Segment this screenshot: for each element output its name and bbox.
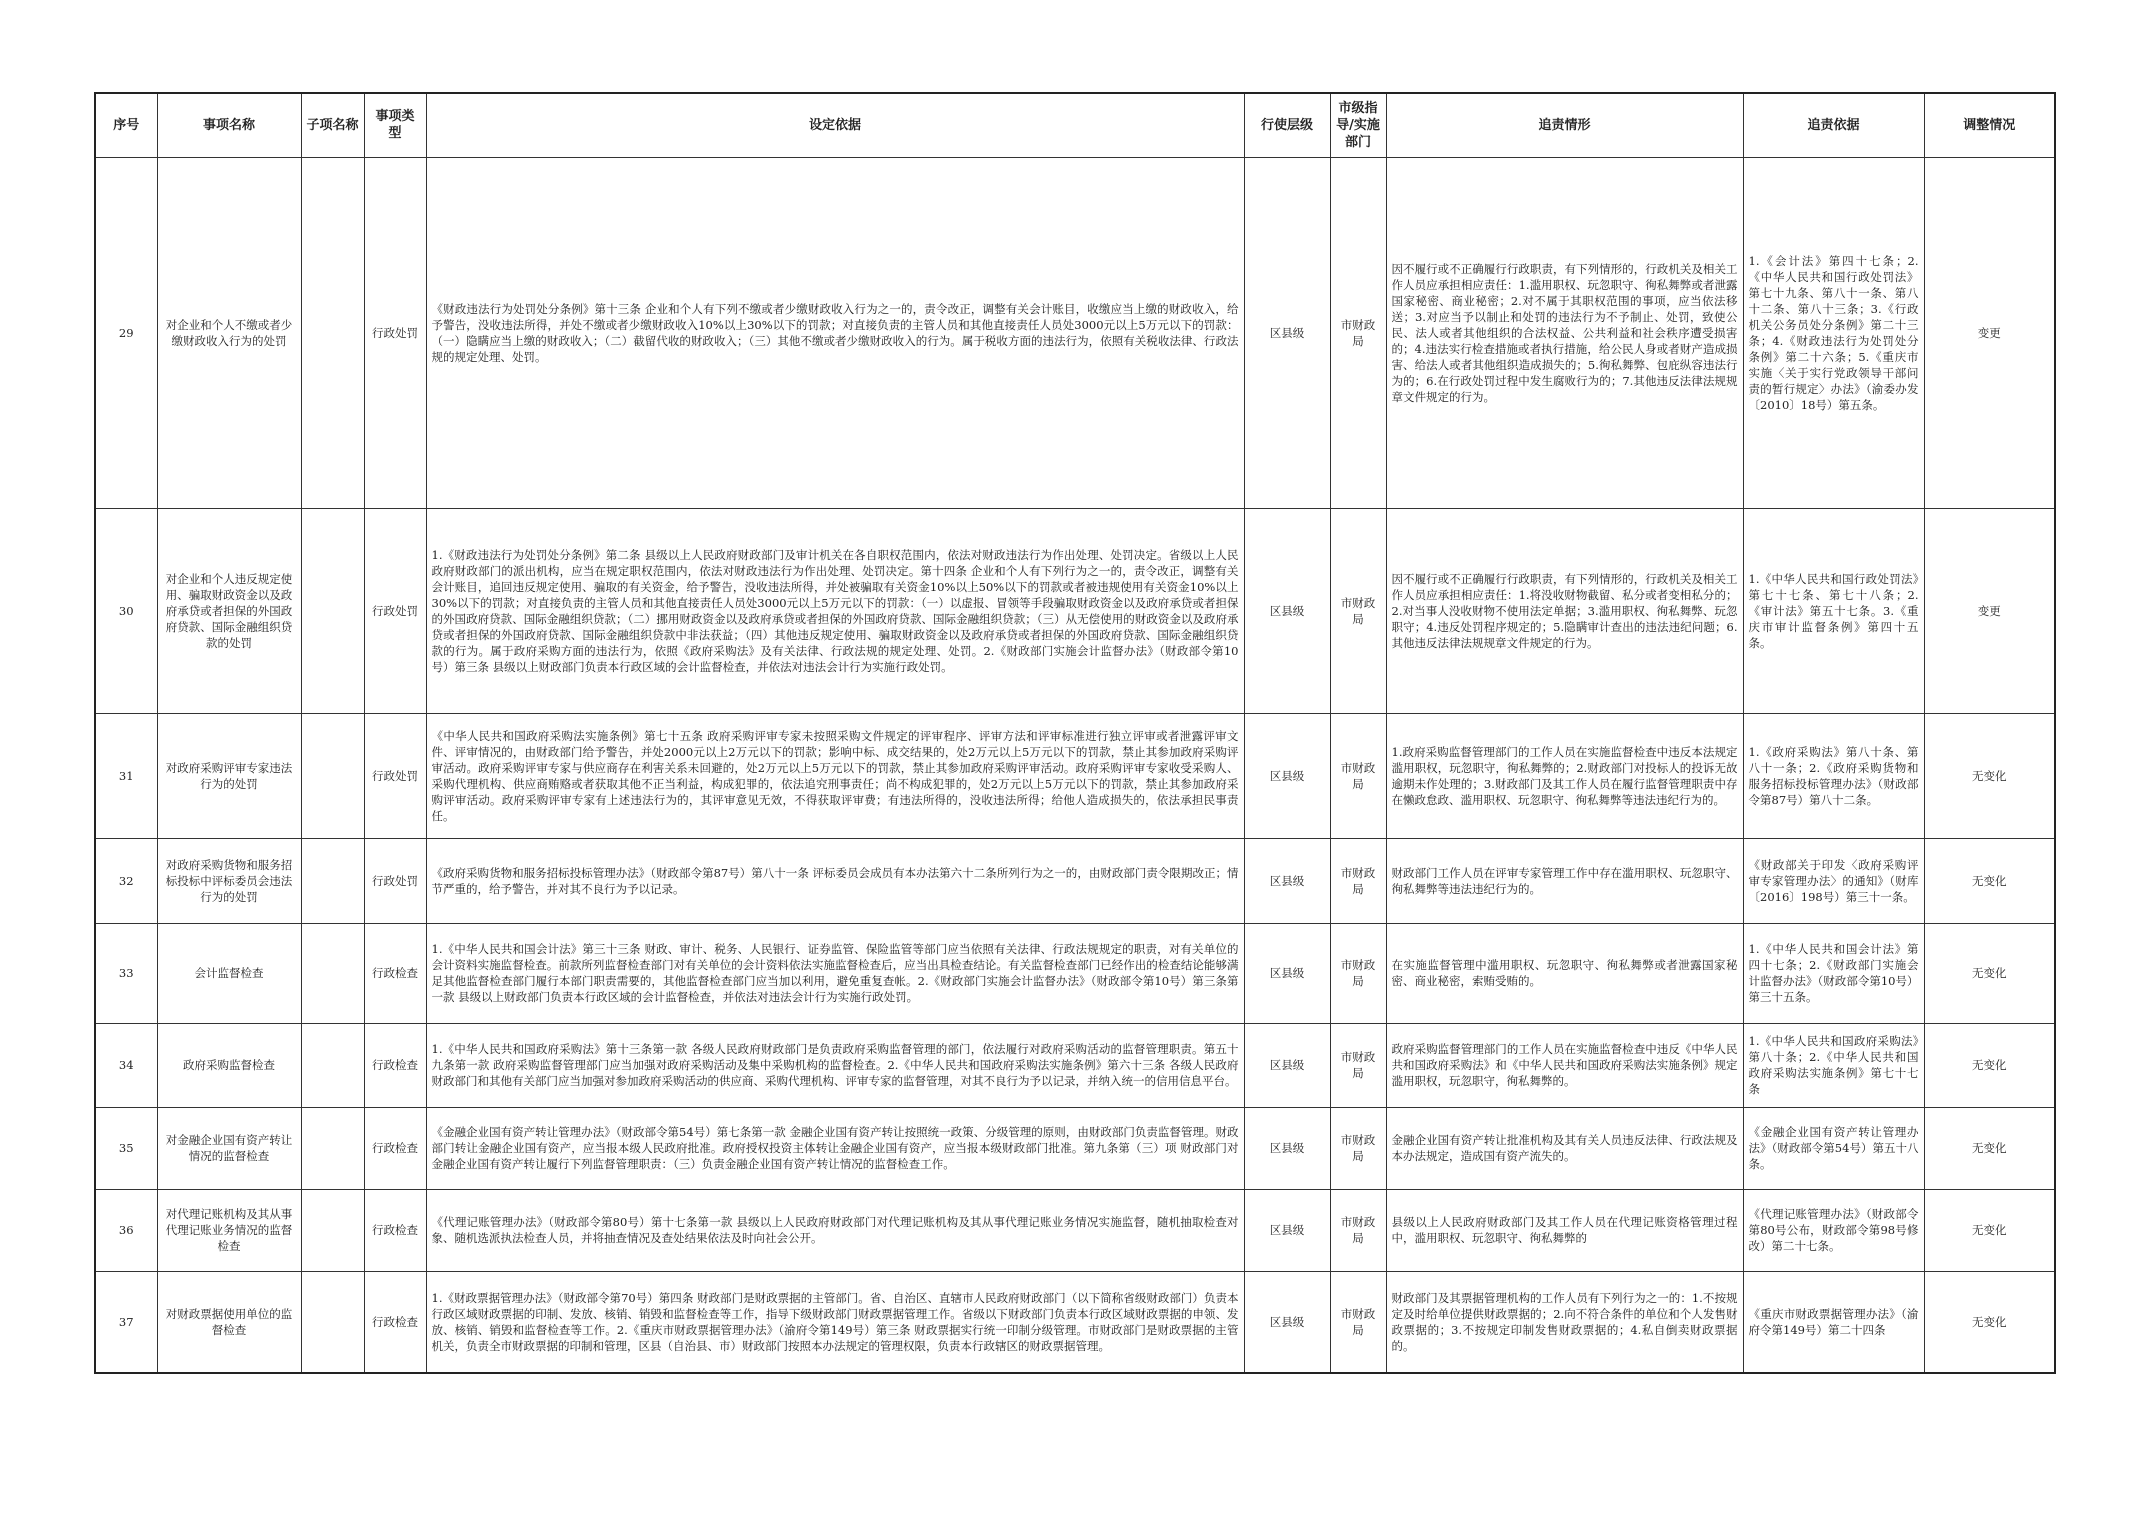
cell-name: 对政府采购货物和服务招标投标中评标委员会违法行为的处罚 bbox=[157, 838, 301, 923]
cell-no: 29 bbox=[95, 157, 157, 508]
header-cell: 市级指导/实施部门 bbox=[1330, 93, 1386, 157]
cell-accountability: 1.《中华人民共和国政府采购法》第八十条；2.《中华人民共和国政府采购法实施条例》第七十七条 bbox=[1743, 1023, 1924, 1107]
cell-basis: 《政府采购货物和服务招标投标管理办法》（财政部令第87号）第八十一条 评标委员会成员有本办法第六十二条所列行为之一的，由财政部门责令限期改正；情节严重的，给予警告，并对其不良行为予以记录。 bbox=[426, 838, 1244, 923]
cell-basis: 1.《财政票据管理办法》（财政部令第70号）第四条 财政部门是财政票据的主管部门。省、自治区、直辖市人民政府财政部门（以下简称省级财政部门）负责本行政区域财政票据的印制、发放、核销、销毁和监督检查等工作，指导下级财政部门财政票据管理工作。省级以下财政部门负责本行政区域财政票据的申领、发放、核销、销毁和监督检查等工作。2.《重庆市财政票据管理办法》（渝府令第149号）第三条 财政票据实行统一印制分级管理。市财政部门是财政票据的主管机关，负责全市财政票据的印制和管理，区县（自治县、市）财政部门按照本办法规定的管理权限，负责本行政辖区的财政票据管理。 bbox=[426, 1271, 1244, 1373]
cell-adjust: 变更 bbox=[1924, 157, 2055, 508]
cell-dept: 市财政局 bbox=[1330, 1023, 1386, 1107]
cell-type: 行政检查 bbox=[364, 1107, 426, 1189]
cell-adjust: 无变化 bbox=[1924, 1189, 2055, 1271]
cell-name: 对政府采购评审专家违法行为的处罚 bbox=[157, 713, 301, 838]
cell-name: 对企业和个人不缴或者少缴财政收入行为的处罚 bbox=[157, 157, 301, 508]
cell-sub bbox=[301, 1107, 364, 1189]
cell-situation: 在实施监督管理中滥用职权、玩忽职守、徇私舞弊或者泄露国家秘密、商业秘密，索贿受贿的。 bbox=[1386, 923, 1743, 1023]
cell-sub bbox=[301, 838, 364, 923]
cell-basis: 《财政违法行为处罚处分条例》第十三条 企业和个人有下列不缴或者少缴财政收入行为之一的，责令改正，调整有关会计账目，收缴应当上缴的财政收入，给予警告，没收违法所得，并处不缴或者少缴财政收入10%以上30%以下的罚款；对直接负责的主管人员和其他直接责任人员处3000元以上5万元以下的罚款：（一）隐瞒应当上缴的财政收入；（二）截留代收的财政收入；（三）其他不缴或者少缴财政收入的行为。属于税收方面的违法行为，依照有关税收法律、行政法规的规定处理、处罚。 bbox=[426, 157, 1244, 508]
cell-name: 政府采购监督检查 bbox=[157, 1023, 301, 1107]
header-cell: 事项类型 bbox=[364, 93, 426, 157]
cell-type: 行政处罚 bbox=[364, 508, 426, 713]
cell-adjust: 无变化 bbox=[1924, 1107, 2055, 1189]
cell-basis: 《中华人民共和国政府采购法实施条例》第七十五条 政府采购评审专家未按照采购文件规定的评审程序、评审方法和评审标准进行独立评审或者泄露评审文件、评审情况的，由财政部门给予警告，并处2000元以上2万元以下的罚款；影响中标、成交结果的，处2万元以上5万元以下的罚款，禁止其参加政府采购评审活动。政府采购评审专家与供应商存在利害关系未回避的，处2万元以上5万元以下的罚款，禁止其参加政府采购评审活动。政府采购评审专家收受采购人、采购代理机构、供应商贿赂或者获取其他不正当利益，构成犯罪的，依法追究刑事责任；尚不构成犯罪的，处2万元以上5万元以下的罚款，禁止其参加政府采购评审活动。政府采购评审专家有上述违法行为的，其评审意见无效，不得获取评审费；有违法所得的，没收违法所得；给他人造成损失的，依法承担民事责任。 bbox=[426, 713, 1244, 838]
header-cell: 事项名称 bbox=[157, 93, 301, 157]
cell-basis: 1.《中华人民共和国政府采购法》第十三条第一款 各级人民政府财政部门是负责政府采购监督管理的部门，依法履行对政府采购活动的监督管理职责。第五十九条第一款 政府采购监督管理部门应当加强对政府采购活动及集中采购机构的监督检查。2.《中华人民共和国政府采购法实施条例》第六十三条 各级人民政府财政部门和其他有关部门应当加强对参加政府采购活动的供应商、采购代理机构、评审专家的监督管理，对其不良行为予以记录，并纳入统一的信用信息平台。 bbox=[426, 1023, 1244, 1107]
cell-accountability: 《重庆市财政票据管理办法》（渝府令第149号）第二十四条 bbox=[1743, 1271, 1924, 1373]
cell-level: 区县级 bbox=[1244, 1271, 1330, 1373]
table-row bbox=[95, 838, 2055, 923]
cell-no: 31 bbox=[95, 713, 157, 838]
cell-sub bbox=[301, 923, 364, 1023]
cell-situation: 县级以上人民政府财政部门及其工作人员在代理记账资格管理过程中，滥用职权、玩忽职守、徇私舞弊的 bbox=[1386, 1189, 1743, 1271]
power-list-table bbox=[94, 92, 2056, 1374]
cell-level: 区县级 bbox=[1244, 1107, 1330, 1189]
cell-situation: 政府采购监督管理部门的工作人员在实施监督检查中违反《中华人民共和国政府采购法》和《中华人民共和国政府采购法实施条例》规定滥用职权，玩忽职守，徇私舞弊的。 bbox=[1386, 1023, 1743, 1107]
cell-adjust: 无变化 bbox=[1924, 923, 2055, 1023]
cell-basis: 1.《中华人民共和国会计法》第三十三条 财政、审计、税务、人民银行、证券监管、保险监管等部门应当依照有关法律、行政法规规定的职责，对有关单位的会计资料实施监督检查。前款所列监督检查部门对有关单位的会计资料依法实施监督检查后，应当出具检查结论。有关监督检查部门已经作出的检查结论能够满足其他监督检查部门履行本部门职责需要的，其他监督检查部门应当加以利用，避免重复查帐。2.《财政部门实施会计监督办法》（财政部令第10号）第三条第一款 县级以上财政部门负责本行政区域的会计监督检查，并依法对违法会计行为实施行政处罚。 bbox=[426, 923, 1244, 1023]
cell-type: 行政处罚 bbox=[364, 838, 426, 923]
cell-adjust: 无变化 bbox=[1924, 838, 2055, 923]
cell-basis: 1.《财政违法行为处罚处分条例》第二条 县级以上人民政府财政部门及审计机关在各自职权范围内，依法对财政违法行为作出处理、处罚决定。省级以上人民政府财政部门的派出机构，应当在规定职权范围内，依法对财政违法行为作出处理、处罚决定。第十四条 企业和个人有下列行为之一的，责令改正，调整有关会计账目，追回违反规定使用、骗取的有关资金，给予警告，没收违法所得，并处被骗取有关资金10%以上50%以下的罚款或者被违规使用有关资金10%以上30%以下的罚款；对直接负责的主管人员和其他直接责任人员处3000元以上5万元以下的罚款：（一）以虚报、冒领等手段骗取财政资金以及政府承贷或者担保的外国政府贷款、国际金融组织贷款；（二）挪用财政资金以及政府承贷或者担保的外国政府贷款、国际金融组织贷款；（三）从无偿使用的财政资金以及政府承贷或者担保的外国政府贷款、国际金融组织贷款中非法获益；（四）其他违反规定使用、骗取财政资金以及政府承贷或者担保的外国政府贷款、国际金融组织贷款的行为。属于政府采购方面的违法行为，依照《政府采购法》及有关法律、行政法规的规定处理、处罚。2.《财政部门实施会计监督办法》（财政部令第10号）第三条 县级以上财政部门负责本行政区域的会计监督检查，并依法对违法会计行为实施行政处罚。 bbox=[426, 508, 1244, 713]
cell-situation: 财政部门及其票据管理机构的工作人员有下列行为之一的：1.不按规定及时给单位提供财政票据的；2.向不符合条件的单位和个人发售财政票据的；3.不按规定印制发售财政票据的；4.私自倒卖财政票据的。 bbox=[1386, 1271, 1743, 1373]
cell-no: 37 bbox=[95, 1271, 157, 1373]
cell-level: 区县级 bbox=[1244, 1023, 1330, 1107]
cell-situation: 因不履行或不正确履行行政职责，有下列情形的，行政机关及相关工作人员应承担相应责任：1.将没收财物截留、私分或者变相私分的；2.对当事人没收财物不使用法定单据；3.滥用职权、徇私舞弊、玩忽职守；4.违反处罚程序规定的；5.隐瞒审计查出的违法违纪问题；6.其他违反法律法规规章文件规定的行为。 bbox=[1386, 508, 1743, 713]
cell-situation: 1.政府采购监督管理部门的工作人员在实施监督检查中违反本法规定滥用职权，玩忽职守，徇私舞弊的；2.财政部门对投标人的投诉无故逾期未作处理的；3.财政部门及其工作人员在履行监督管理职责中存在懒政怠政、滥用职权、玩忽职守、徇私舞弊等违法违纪行为的。 bbox=[1386, 713, 1743, 838]
cell-adjust: 无变化 bbox=[1924, 1271, 2055, 1373]
cell-sub bbox=[301, 1023, 364, 1107]
table-row bbox=[95, 713, 2055, 838]
cell-dept: 市财政局 bbox=[1330, 838, 1386, 923]
cell-accountability: 《代理记账管理办法》（财政部令第80号公布，财政部令第98号修改）第二十七条。 bbox=[1743, 1189, 1924, 1271]
cell-level: 区县级 bbox=[1244, 508, 1330, 713]
cell-type: 行政处罚 bbox=[364, 157, 426, 508]
header-row bbox=[95, 93, 2055, 157]
cell-situation: 金融企业国有资产转让批准机构及其有关人员违反法律、行政法规及本办法规定，造成国有资产流失的。 bbox=[1386, 1107, 1743, 1189]
cell-dept: 市财政局 bbox=[1330, 923, 1386, 1023]
cell-no: 35 bbox=[95, 1107, 157, 1189]
header-cell: 调整情况 bbox=[1924, 93, 2055, 157]
cell-sub bbox=[301, 508, 364, 713]
cell-sub bbox=[301, 1271, 364, 1373]
cell-name: 对代理记账机构及其从事代理记账业务情况的监督检查 bbox=[157, 1189, 301, 1271]
cell-dept: 市财政局 bbox=[1330, 1189, 1386, 1271]
cell-level: 区县级 bbox=[1244, 157, 1330, 508]
cell-no: 36 bbox=[95, 1189, 157, 1271]
cell-accountability: 1.《中华人民共和国行政处罚法》第七十七条、第七十八条；2.《审计法》第五十七条。3.《重庆市审计监督条例》第四十五条。 bbox=[1743, 508, 1924, 713]
table-row bbox=[95, 1271, 2055, 1373]
table-row bbox=[95, 923, 2055, 1023]
document-sheet bbox=[94, 92, 2054, 1374]
table-row bbox=[95, 1023, 2055, 1107]
cell-type: 行政处罚 bbox=[364, 713, 426, 838]
cell-adjust: 无变化 bbox=[1924, 1023, 2055, 1107]
cell-name: 对企业和个人违反规定使用、骗取财政资金以及政府承贷或者担保的外国政府贷款、国际金融组织贷款的处罚 bbox=[157, 508, 301, 713]
cell-basis: 《代理记账管理办法》（财政部令第80号）第十七条第一款 县级以上人民政府财政部门对代理记账机构及其从事代理记账业务情况实施监督，随机抽取检查对象、随机选派执法检查人员，并将抽查情况及查处结果依法及时向社会公开。 bbox=[426, 1189, 1244, 1271]
table-row bbox=[95, 508, 2055, 713]
cell-sub bbox=[301, 1189, 364, 1271]
table-row bbox=[95, 1189, 2055, 1271]
cell-type: 行政检查 bbox=[364, 1271, 426, 1373]
cell-no: 34 bbox=[95, 1023, 157, 1107]
cell-level: 区县级 bbox=[1244, 1189, 1330, 1271]
header-cell: 子项名称 bbox=[301, 93, 364, 157]
table-row bbox=[95, 157, 2055, 508]
cell-dept: 市财政局 bbox=[1330, 157, 1386, 508]
header-cell: 行使层级 bbox=[1244, 93, 1330, 157]
cell-basis: 《金融企业国有资产转让管理办法》（财政部令第54号）第七条第一款 金融企业国有资产转让按照统一政策、分级管理的原则，由财政部门负责监督管理。财政部门转让金融企业国有资产，应当报本级人民政府批准。政府授权投资主体转让金融企业国有资产，应当报本级财政部门批准。第九条第（三）项 财政部门对金融企业国有资产转让履行下列监督管理职责：（三）负责金融企业国有资产转让情况的监督检查工作。 bbox=[426, 1107, 1244, 1189]
cell-accountability: 1.《政府采购法》第八十条、第八十一条；2.《政府采购货物和服务招标投标管理办法》（财政部令第87号）第八十二条。 bbox=[1743, 713, 1924, 838]
cell-level: 区县级 bbox=[1244, 923, 1330, 1023]
header-cell: 追责情形 bbox=[1386, 93, 1743, 157]
cell-accountability: 1.《会计法》第四十七条；2.《中华人民共和国行政处罚法》第七十九条、第八十一条、第八十二条、第八十三条；3.《行政机关公务员处分条例》第二十三条；4.《财政违法行为处罚处分条例》第二十六条；5.《重庆市实施〈关于实行党政领导干部问责的暂行规定〉办法》（渝委办发〔2010〕18号）第五条。 bbox=[1743, 157, 1924, 508]
cell-situation: 财政部门工作人员在评审专家管理工作中存在滥用职权、玩忽职守、徇私舞弊等违法违纪行为的。 bbox=[1386, 838, 1743, 923]
header-cell: 序号 bbox=[95, 93, 157, 157]
cell-adjust: 变更 bbox=[1924, 508, 2055, 713]
cell-no: 32 bbox=[95, 838, 157, 923]
cell-situation: 因不履行或不正确履行行政职责，有下列情形的，行政机关及相关工作人员应承担相应责任：1.滥用职权、玩忽职守、徇私舞弊或者泄露国家秘密、商业秘密；2.对不属于其职权范围的事项，应当依法移送；3.对应当予以制止和处罚的违法行为不予制止、处罚，致使公民、法人或者其他组织的合法权益、公共利益和社会秩序遭受损害的；4.违法实行检查措施或者执行措施，给公民人身或者财产造成损害、给法人或者其他组织造成损失的；5.徇私舞弊、包庇纵容违法行为的；6.在行政处罚过程中发生腐败行为的；7.其他违反法律法规规章文件规定的行为。 bbox=[1386, 157, 1743, 508]
cell-name: 对金融企业国有资产转让情况的监督检查 bbox=[157, 1107, 301, 1189]
header-cell: 追责依据 bbox=[1743, 93, 1924, 157]
cell-accountability: 《金融企业国有资产转让管理办法》（财政部令第54号）第五十八条。 bbox=[1743, 1107, 1924, 1189]
cell-dept: 市财政局 bbox=[1330, 1107, 1386, 1189]
cell-sub bbox=[301, 157, 364, 508]
cell-name: 对财政票据使用单位的监督检查 bbox=[157, 1271, 301, 1373]
cell-level: 区县级 bbox=[1244, 713, 1330, 838]
cell-no: 33 bbox=[95, 923, 157, 1023]
cell-dept: 市财政局 bbox=[1330, 713, 1386, 838]
cell-adjust: 无变化 bbox=[1924, 713, 2055, 838]
cell-level: 区县级 bbox=[1244, 838, 1330, 923]
cell-type: 行政检查 bbox=[364, 1023, 426, 1107]
cell-accountability: 1.《中华人民共和国会计法》第四十七条；2.《财政部门实施会计监督办法》（财政部令第10号）第三十五条。 bbox=[1743, 923, 1924, 1023]
cell-dept: 市财政局 bbox=[1330, 508, 1386, 713]
cell-no: 30 bbox=[95, 508, 157, 713]
cell-name: 会计监督检查 bbox=[157, 923, 301, 1023]
cell-type: 行政检查 bbox=[364, 1189, 426, 1271]
cell-accountability: 《财政部关于印发〈政府采购评审专家管理办法〉的通知》（财库〔2016〕198号）第三十一条。 bbox=[1743, 838, 1924, 923]
cell-type: 行政检查 bbox=[364, 923, 426, 1023]
table-row bbox=[95, 1107, 2055, 1189]
cell-dept: 市财政局 bbox=[1330, 1271, 1386, 1373]
header-cell: 设定依据 bbox=[426, 93, 1244, 157]
cell-sub bbox=[301, 713, 364, 838]
